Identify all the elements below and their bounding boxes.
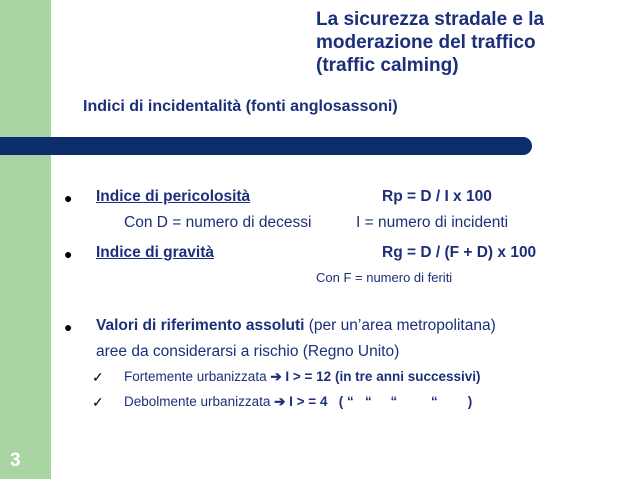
checkmark-icon: ✓ xyxy=(92,394,104,410)
gravita-label xyxy=(96,244,214,262)
side-accent-bar xyxy=(0,0,51,479)
valori-line-1 xyxy=(96,317,496,335)
pericolosita-label xyxy=(96,188,250,206)
sub1-value: I > = 12 (in tre anni successivi) xyxy=(285,369,481,384)
sub-item-1 xyxy=(124,369,481,385)
divider-bar xyxy=(0,137,532,155)
title-line-2: moderazione del traffico xyxy=(316,32,536,53)
gravita-label-text: Indice di gravità xyxy=(96,244,215,261)
valori-line-2: aree da considerarsi a rischio (Regno Unito) xyxy=(96,343,400,360)
pericolosita-def-d: Con D = numero di decessi xyxy=(124,214,312,231)
valori-label: Valori di riferimento assoluti xyxy=(96,317,305,334)
sub2-value: I > = 4 ( “ “ “ “ ) xyxy=(289,394,473,409)
bullet-dot-icon: ● xyxy=(64,190,73,206)
slide-title xyxy=(316,8,626,77)
pericolosita-def-i: I = numero di incidenti xyxy=(356,214,509,231)
sub-item-2 xyxy=(124,394,472,410)
bullet-dot-icon: ● xyxy=(64,246,73,262)
valori-note: (per un’area metropolitana) xyxy=(308,317,496,334)
title-line-3: (traffic calming) xyxy=(316,55,459,76)
slide-subtitle: Indici di incidentalità (fonti anglosassoni) xyxy=(83,98,398,115)
checkmark-icon: ✓ xyxy=(92,369,104,385)
sub1-label: Fortemente urbanizzata xyxy=(124,369,267,384)
arrow-right-icon: ➔ xyxy=(270,369,286,384)
title-line-1: La sicurezza stradale e la xyxy=(316,9,545,30)
bullet-dot-icon: ● xyxy=(64,319,73,335)
pericolosita-formula: Rp = D / I x 100 xyxy=(382,188,492,205)
arrow-right-icon: ➔ xyxy=(274,394,290,409)
sub2-label: Debolmente urbanizzata xyxy=(124,394,271,409)
pericolosita-label-text: Indice di pericolosità xyxy=(96,188,251,205)
slide-number: 3 xyxy=(10,450,21,471)
gravita-def-f: Con F = numero di feriti xyxy=(316,270,453,285)
gravita-formula: Rg = D / (F + D) x 100 xyxy=(382,244,537,261)
